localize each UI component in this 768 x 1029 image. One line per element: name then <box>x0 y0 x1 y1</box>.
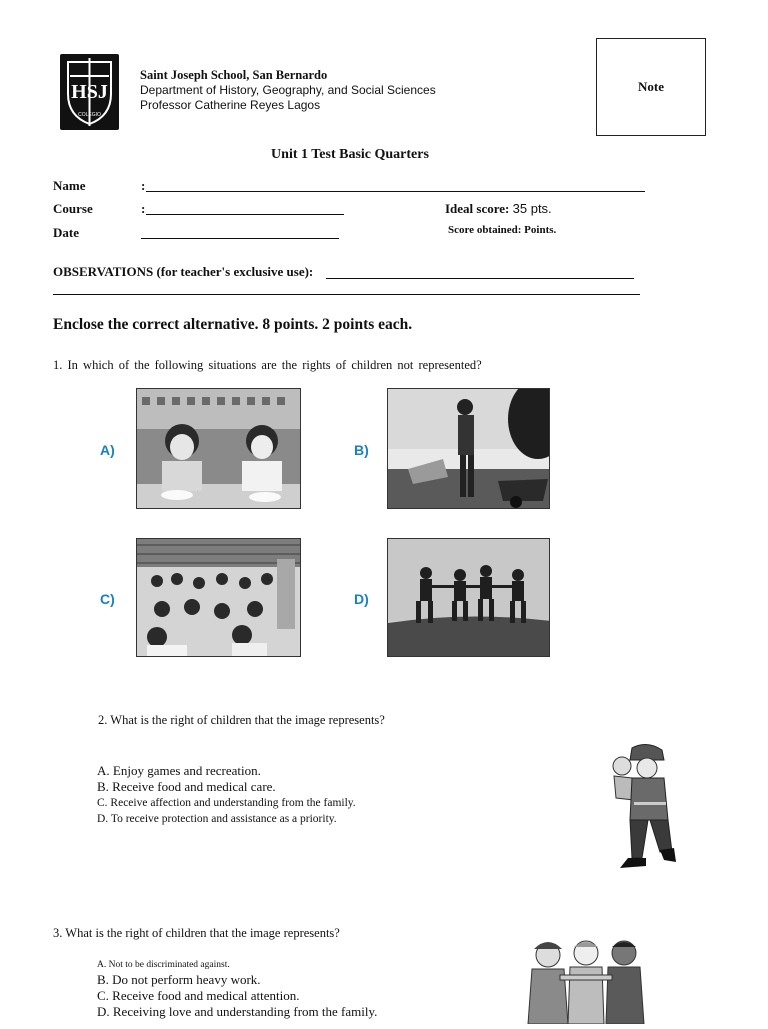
option-b-label[interactable]: B) <box>354 442 369 458</box>
observations-label: OBSERVATIONS (for teacher's exclusive use): <box>53 264 314 279</box>
course-field[interactable] <box>146 214 344 215</box>
q2-alt-a[interactable]: A. Enjoy games and recreation. <box>97 763 261 778</box>
date-label: Date <box>53 225 79 240</box>
course-label: Course <box>53 201 93 216</box>
ideal-score-value: 35 pts. <box>512 201 552 216</box>
q3-alternatives <box>97 958 377 1020</box>
svg-text:HSJ: HSJ <box>71 81 108 103</box>
firefighter-image <box>592 740 682 880</box>
score-obtained: Score obtained: Points. <box>448 224 557 236</box>
option-d-label[interactable]: D) <box>354 591 369 607</box>
question-1: 1. In which of the following situations are the rights of children not represented? <box>53 358 482 372</box>
professor: Professor Catherine Reyes Lagos <box>140 98 321 112</box>
question-2: 2. What is the right of children that the image represents? <box>98 713 385 727</box>
children-image <box>520 935 650 1024</box>
q2-alt-d[interactable]: D. To receive protection and assistance as a priority. <box>97 813 337 825</box>
school-info <box>140 68 436 113</box>
option-d-image[interactable] <box>387 538 550 657</box>
page-title: Unit 1 Test Basic Quarters <box>271 147 429 162</box>
name-colon: : <box>141 178 146 193</box>
option-c-image[interactable] <box>136 538 301 657</box>
svg-text:COLEGIO: COLEGIO <box>78 112 101 118</box>
option-a-label[interactable]: A) <box>100 442 115 458</box>
q3-alt-a[interactable]: A. Not to be discriminated against. <box>97 960 230 970</box>
school-logo <box>60 54 119 130</box>
name-label: Name <box>53 178 86 193</box>
ideal-score-label: Ideal score: <box>445 201 510 216</box>
department: Department of History, Geography, and Social Sciences <box>140 83 436 97</box>
ideal-score <box>445 201 552 217</box>
observations-field-line2[interactable] <box>53 294 640 295</box>
q3-alt-c[interactable]: C. Receive food and medical attention. <box>97 988 300 1003</box>
note-box[interactable] <box>596 38 706 136</box>
q3-alt-d[interactable]: D. Receiving love and understanding from the family. <box>97 1004 378 1019</box>
option-b-image[interactable] <box>387 388 550 509</box>
date-field[interactable] <box>141 238 339 239</box>
note-label: Note <box>638 79 664 94</box>
school-name: Saint Joseph School, San Bernardo <box>140 68 328 82</box>
option-c-label[interactable]: C) <box>100 591 115 607</box>
q2-alt-c[interactable]: C. Receive affection and understanding from the family. <box>97 797 356 809</box>
question-3: 3. What is the right of children that the image represents? <box>53 926 340 940</box>
instructions: Enclose the correct alternative. 8 points. 2 points each. <box>53 316 413 333</box>
q2-alt-b[interactable]: B. Receive food and medical care. <box>97 779 276 794</box>
name-field[interactable] <box>146 191 645 192</box>
observations-field[interactable] <box>326 278 634 279</box>
q3-alt-b[interactable]: B. Do not perform heavy work. <box>97 972 261 987</box>
q2-alternatives <box>97 763 356 827</box>
course-colon: : <box>141 201 146 216</box>
option-a-image[interactable] <box>136 388 301 509</box>
